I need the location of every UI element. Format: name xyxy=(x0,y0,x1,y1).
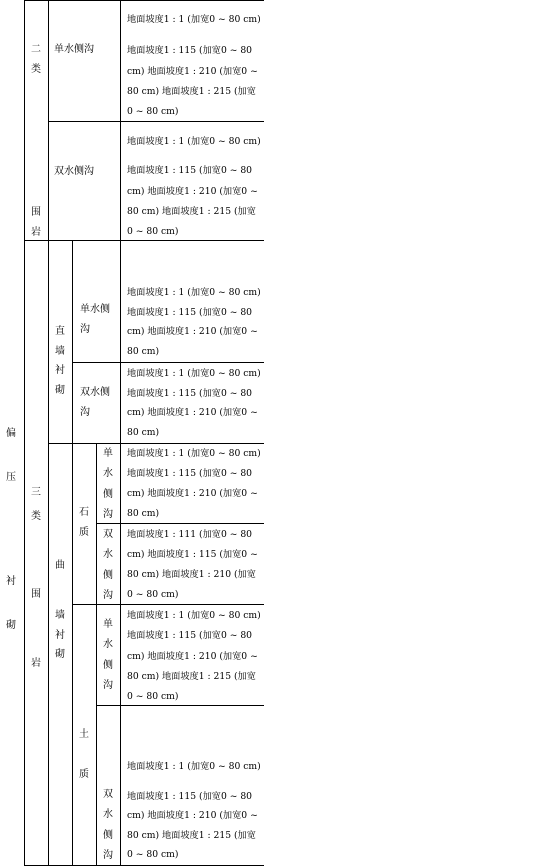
label-char: 单 xyxy=(103,619,113,630)
label-char: 双 xyxy=(103,789,113,800)
label-char: 墙 xyxy=(55,610,65,621)
slope-cell-straight-double xyxy=(127,364,263,442)
label-char: 砌 xyxy=(6,620,16,631)
label-curved-wall-lining xyxy=(53,606,67,665)
slope-cell-curved-soil-single xyxy=(127,606,263,707)
row-line-3 xyxy=(72,362,264,363)
cell-line: 地面坡度1 : 1 (加宽0 ~ 80 cm) xyxy=(127,448,261,459)
label-char: 双 xyxy=(103,529,113,540)
slope-cell-curved-stone-double xyxy=(127,525,263,605)
cell-line: cm) 地面坡度1 : 115 (加宽0 ~ xyxy=(127,549,258,560)
label-char: 水 xyxy=(103,468,113,480)
cell-line: cm) 地面坡度1 : 210 (加宽0 ~ xyxy=(127,650,258,662)
label-cw-stone-single-ditch xyxy=(101,444,115,525)
cell-line: 地面坡度1 : 115 (加宽0 ~ 80 xyxy=(127,45,253,57)
slope-cell-class2-double xyxy=(127,132,263,242)
label-char: 侧 xyxy=(103,829,113,841)
label-char: 偏 xyxy=(6,428,16,439)
cell-line: 0 ~ 80 cm) xyxy=(127,106,179,118)
slope-cell-straight-single xyxy=(127,283,263,361)
label-char: 沟 xyxy=(103,508,113,520)
cell-line: 地面坡度1 : 115 (加宽0 ~ 80 xyxy=(127,387,253,399)
table-bottom-border xyxy=(24,865,264,866)
label-cw-soil-double-ditch xyxy=(101,785,115,866)
label-char: 三 xyxy=(31,487,41,498)
cell-line: 80 cm) xyxy=(127,345,160,357)
cell-line: cm) 地面坡度1 : 210 (加宽0 ~ xyxy=(127,810,258,822)
label-cw-soil-single-ditch xyxy=(101,615,115,696)
cell-line: 地面坡度1 : 1 (加宽0 ~ 80 cm) xyxy=(127,287,261,298)
cell-line xyxy=(127,152,263,161)
label-char: 围 xyxy=(31,207,41,218)
col-line-content xyxy=(120,0,121,866)
cell-line: cm) 地面坡度1 : 210 (加宽0 ~ xyxy=(127,185,258,197)
label-char: 围 xyxy=(31,589,41,600)
cell-line: 地面坡度1 : 1 (加宽0 ~ 80 cm) xyxy=(127,368,261,379)
col-line-1 xyxy=(24,0,25,866)
label-char: 曲 xyxy=(55,560,65,571)
label-char: 类 xyxy=(31,510,41,522)
label-line: 沟 xyxy=(80,407,90,418)
cell-line: 0 ~ 80 cm) xyxy=(127,589,179,600)
label-char: 类 xyxy=(31,63,41,75)
label-sw-single-ditch xyxy=(80,300,110,340)
label-bias-lining xyxy=(4,424,18,636)
label-double-ditch: 双水侧沟 xyxy=(54,166,94,177)
cell-line: 地面坡度1 : 1 (加宽0 ~ 80 cm) xyxy=(127,14,261,25)
label-class-3 xyxy=(29,483,43,526)
col-line-2 xyxy=(48,0,49,866)
table-top-border xyxy=(24,0,264,1)
label-char: 沟 xyxy=(103,679,113,691)
label-char: 侧 xyxy=(103,569,113,581)
cell-line: 80 cm) 地面坡度1 : 215 (加宽 xyxy=(127,670,256,682)
label-line: 双水侧 xyxy=(80,387,110,398)
label-char: 水 xyxy=(103,549,113,561)
label-curved-wall xyxy=(53,556,67,576)
label-char: 直 xyxy=(55,326,65,337)
cell-line: 80 cm) xyxy=(127,426,160,438)
cell-line: cm) 地面坡度1 : 210 (加宽0 ~ xyxy=(127,488,258,499)
cell-line: 地面坡度1 : 115 (加宽0 ~ 80 xyxy=(127,468,253,479)
col-line-3 xyxy=(72,241,73,866)
cell-line: 0 ~ 80 cm) xyxy=(127,691,179,703)
label-stone xyxy=(77,503,91,543)
label-char: 单 xyxy=(103,448,113,459)
cell-line: 地面坡度1 : 115 (加宽0 ~ 80 xyxy=(127,306,253,318)
label-char: 沟 xyxy=(103,589,113,601)
cell-line xyxy=(127,30,263,41)
col-line-4 xyxy=(96,443,97,866)
label-soil xyxy=(77,725,91,785)
slope-cell-class2-single xyxy=(127,10,263,122)
label-char: 水 xyxy=(103,809,113,821)
cell-line: 地面坡度1 : 1 (加宽0 ~ 80 cm) xyxy=(127,761,261,772)
label-cw-stone-double-ditch xyxy=(101,525,115,606)
cell-line: 80 cm) 地面坡度1 : 215 (加宽 xyxy=(127,829,256,841)
label-char: 墙 xyxy=(55,345,65,357)
cell-line: 地面坡度1 : 111 (加宽0 ~ 80 xyxy=(127,529,253,540)
cell-line: 地面坡度1 : 115 (加宽0 ~ 80 xyxy=(127,165,253,177)
label-char: 衬 xyxy=(55,629,65,641)
slope-cell-curved-stone-single xyxy=(127,444,263,524)
cell-line: 地面坡度1 : 115 (加宽0 ~ 80 xyxy=(127,790,253,802)
label-class-2 xyxy=(29,40,43,79)
label-char: 沟 xyxy=(103,849,113,861)
label-char: 岩 xyxy=(31,226,41,238)
cell-line: cm) 地面坡度1 : 210 (加宽0 ~ xyxy=(127,407,258,418)
label-char: 石 xyxy=(79,507,89,518)
cell-line: 0 ~ 80 cm) xyxy=(127,849,179,861)
label-char: 衬 xyxy=(55,365,65,376)
label-char: 二 xyxy=(31,44,41,55)
label-char: 岩 xyxy=(31,658,41,669)
label-sw-double-ditch xyxy=(80,383,110,423)
label-char: 压 xyxy=(6,472,16,483)
label-char: 砌 xyxy=(55,384,65,396)
label-char: 侧 xyxy=(103,488,113,500)
label-char: 质 xyxy=(79,769,89,780)
cell-line: 地面坡度1 : 1 (加宽0 ~ 80 cm) xyxy=(127,136,261,147)
cell-line: cm) 地面坡度1 : 210 (加宽0 ~ xyxy=(127,65,258,77)
label-char: 土 xyxy=(79,729,89,740)
cell-line xyxy=(127,777,263,787)
slope-cell-curved-soil-double xyxy=(127,757,263,865)
label-char: 衬 xyxy=(6,576,16,587)
label-line: 单水侧 xyxy=(80,304,110,315)
cell-line: 地面坡度1 : 115 (加宽0 ~ 80 xyxy=(127,630,253,642)
label-char: 侧 xyxy=(103,659,113,671)
label-char: 砌 xyxy=(55,649,65,660)
cell-line: 80 cm) 地面坡度1 : 215 (加宽 xyxy=(127,205,256,217)
label-char: 质 xyxy=(79,527,89,538)
label-single-ditch: 单水侧沟 xyxy=(54,44,94,55)
cell-line: 80 cm) 地面坡度1 : 215 (加宽 xyxy=(127,85,256,97)
cell-line: cm) 地面坡度1 : 210 (加宽0 ~ xyxy=(127,326,258,337)
cell-line: 80 cm) 地面坡度1 : 210 (加宽 xyxy=(127,569,256,580)
cell-line: 80 cm) xyxy=(127,508,160,519)
label-class-2-rock xyxy=(29,203,43,242)
cell-line: 地面坡度1 : 1 (加宽0 ~ 80 cm) xyxy=(127,610,261,621)
label-line: 沟 xyxy=(80,324,90,335)
label-class-3-rock xyxy=(29,584,43,674)
cell-line: 0 ~ 80 cm) xyxy=(127,226,179,238)
label-char: 水 xyxy=(103,639,113,651)
label-straight-wall-lining xyxy=(53,322,67,400)
